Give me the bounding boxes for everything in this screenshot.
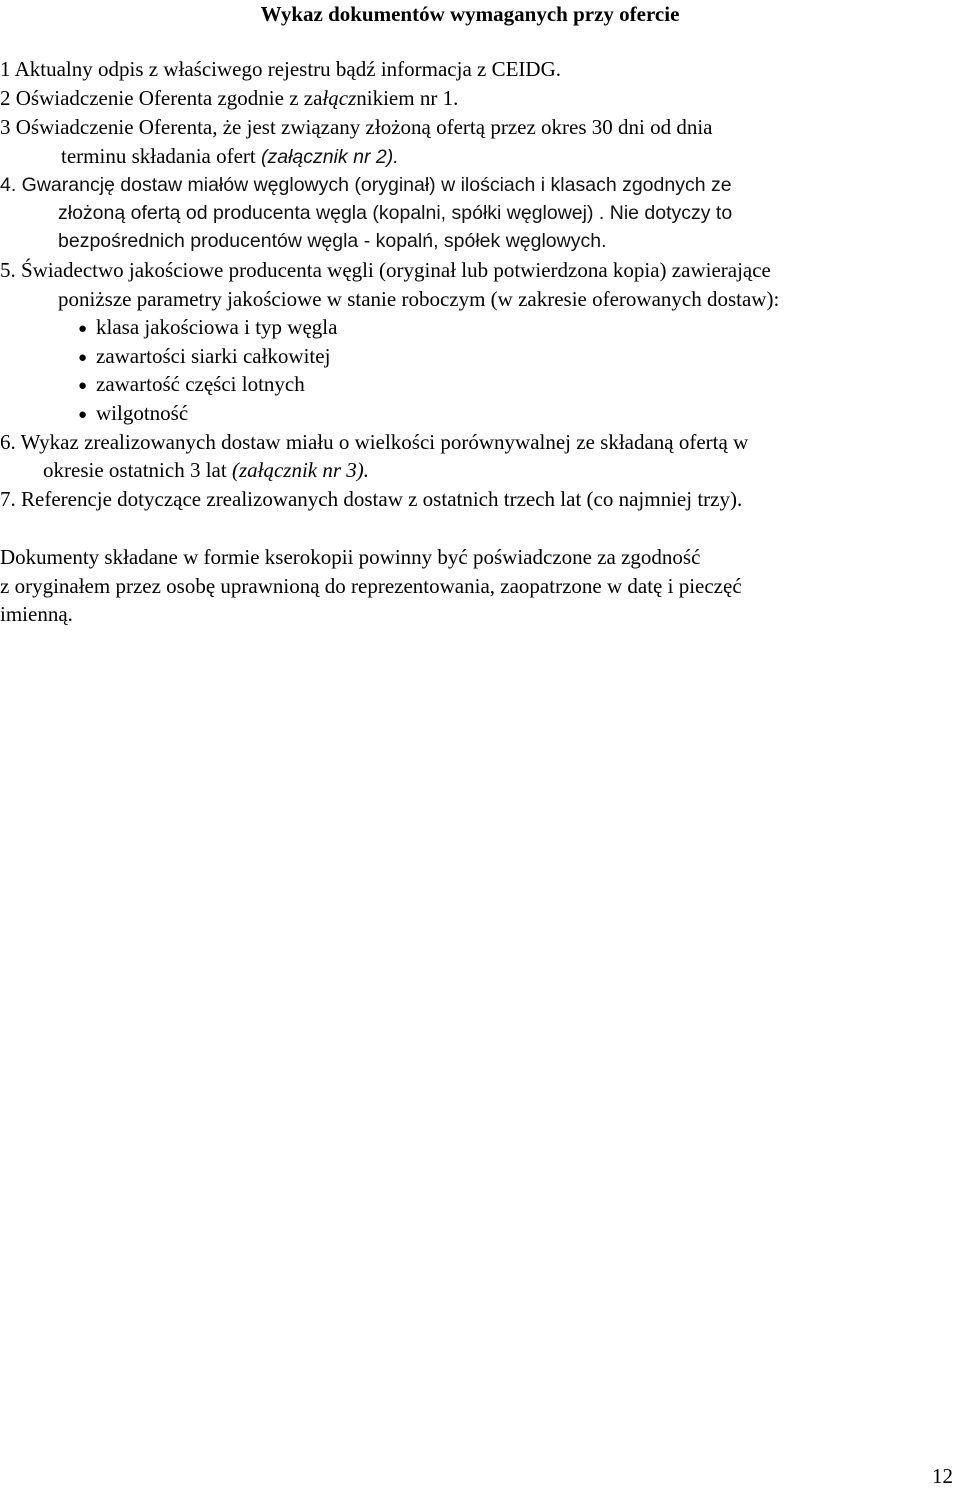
bullet-item bbox=[78, 399, 188, 430]
bullet-item bbox=[78, 313, 337, 344]
list-item-2-italic: łącz bbox=[322, 86, 357, 110]
list-item-1: 1 Aktualny odpis z właściwego rejestru bądź informacja z CEIDG. bbox=[0, 57, 562, 81]
list-item-6-text: okresie ostatnich 3 lat bbox=[43, 458, 232, 482]
list-item-6-attachment: (załącznik nr 3). bbox=[231, 458, 370, 482]
list-item-2 bbox=[0, 84, 458, 113]
bullet-icon: ● bbox=[78, 321, 88, 337]
note-line-2: z oryginałem przez osobę uprawnioną do reprezentowania, zaopatrzone w datę i pieczęć bbox=[0, 574, 742, 598]
bullet-icon: ● bbox=[78, 407, 88, 423]
list-item-3-line-2 bbox=[61, 142, 399, 172]
list-item-2-text-end: nikiem nr 1. bbox=[356, 86, 459, 110]
bullet-item-label: wilgotność bbox=[96, 401, 189, 425]
bullet-item-label: zawartości siarki całkowitej bbox=[96, 344, 331, 368]
note-line-3: imienną. bbox=[0, 602, 73, 626]
list-item-3-line-1: 3 Oświadczenie Oferenta, że jest związany złożoną ofertą przez okres 30 dni od dnia bbox=[0, 115, 713, 139]
bullet-item bbox=[78, 342, 330, 373]
list-item-4-line-2: złożoną ofertą od producenta węgla (kopalni, spółki węglowej) . Nie dotyczy to bbox=[58, 202, 733, 224]
list-item-5-line-2: poniższe parametry jakościowe w stanie roboczym (w zakresie oferowanych dostaw): bbox=[58, 287, 780, 311]
list-item-6-line-2 bbox=[43, 456, 369, 485]
list-item-7: 7. Referencje dotyczące zrealizowanych dostaw z ostatnich trzech lat (co najmniej trzy). bbox=[0, 487, 743, 511]
bullet-item bbox=[78, 370, 305, 401]
bullet-icon: ● bbox=[78, 350, 88, 366]
list-item-4-line-3: bezpośrednich producentów węgla - kopalń, spółek węglowych. bbox=[58, 230, 607, 252]
list-item-5-line-1: 5. Świadectwo jakościowe producenta węgli (oryginał lub potwierdzona kopia) zawierające bbox=[0, 258, 771, 282]
list-item-3-attachment: (załącznik nr 2). bbox=[261, 146, 399, 168]
page-number: 12 bbox=[932, 1464, 953, 1488]
bullet-icon: ● bbox=[78, 378, 88, 394]
list-item-4-line-1: 4. Gwarancję dostaw miałów węglowych (oryginał) w ilościach i klasach zgodnych ze bbox=[0, 174, 732, 196]
bullet-item-label: klasa jakościowa i typ węgla bbox=[96, 315, 338, 339]
document-title: Wykaz dokumentów wymaganych przy ofercie bbox=[260, 2, 680, 26]
note-line-1: Dokumenty składane w formie kserokopii powinny być poświadczone za zgodność bbox=[0, 545, 701, 569]
list-item-2-text: 2 Oświadczenie Oferenta zgodnie z za bbox=[0, 86, 323, 110]
list-item-6-line-1: 6. Wykaz zrealizowanych dostaw miału o wielkości porównywalnej ze składaną ofertą w bbox=[0, 430, 749, 454]
bullet-item-label: zawartość części lotnych bbox=[96, 372, 305, 396]
list-item-3-text: terminu składania ofert bbox=[61, 144, 262, 168]
